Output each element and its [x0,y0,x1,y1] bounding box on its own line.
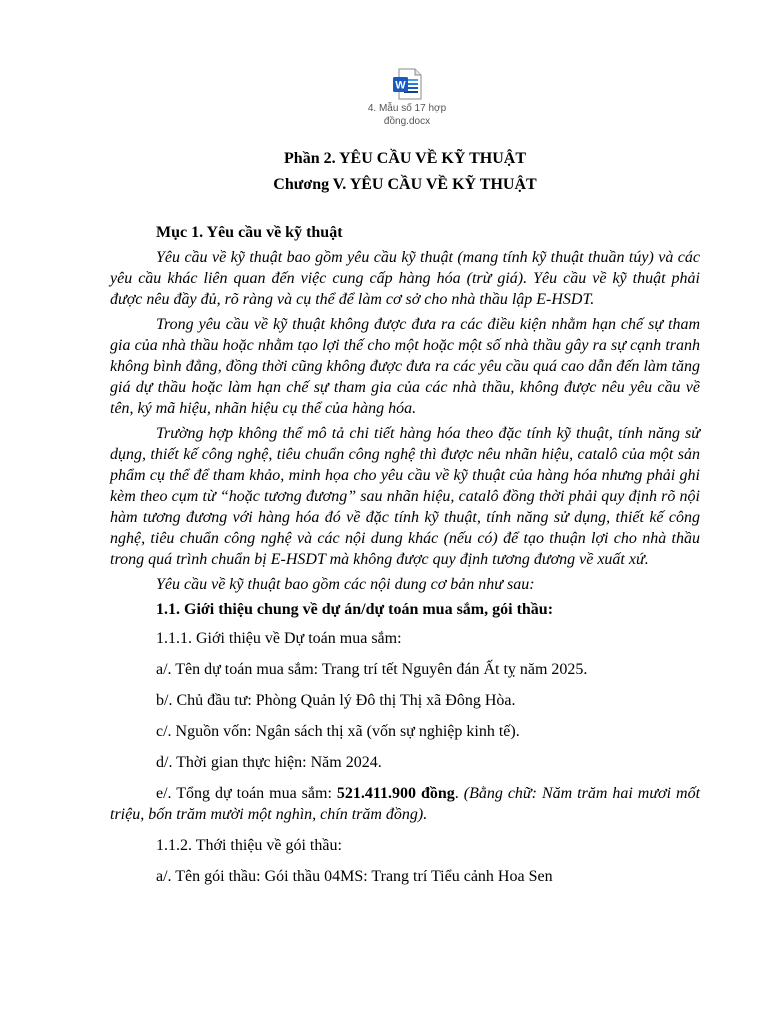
list-item: 1.1.1. Giới thiệu về Dự toán mua sắm: [156,630,402,647]
total-label: e/. Tổng dự toán mua sắm: [156,785,337,802]
total-in-words: (Bằng chữ: Năm trăm hai mươi mốt triệu, bốn trăm mười một nghìn, chín trăm đồng). [110,785,701,823]
chapter-title: Chương V. YÊU CẦU VỀ KỸ THUẬT [273,176,537,193]
list-item: 1.1.2. Thới thiệu về gói thầu: [156,837,342,854]
total-amount: 521.411.900 đồng [336,785,455,802]
list-item: d/. Thời gian thực hiện: Năm 2024. [156,754,382,771]
attachment-filename-line1: 4. Mẫu số 17 hợp [367,103,447,114]
subsection-title: 1.1. Giới thiệu chung về dự án/dự toán mua sắm, gói thầu: [156,601,554,618]
list-item-total [110,783,700,825]
paragraph: Yêu cầu về kỹ thuật bao gồm các nội dung cơ bản như sau: [156,576,535,593]
part-title: Phần 2. YÊU CẦU VỀ KỸ THUẬT [284,150,526,167]
paragraph: Yêu cầu về kỹ thuật bao gồm yêu cầu kỹ thuật (mang tính kỹ thuật thuần túy) và các yêu cầu khác liên quan đến việc cung cấp hàng hóa (trừ giá). Yêu cầu về kỹ thuật phải được nêu đầy đủ, rõ ràng và cụ thể để làm cơ sở cho nhà thầu lập E-HSDT. [110,249,700,308]
list-item: a/. Tên gói thầu: Gói thầu 04MS: Trang trí Tiểu cảnh Hoa Sen [156,868,553,885]
document-body [110,146,700,897]
attachment[interactable] [348,66,466,128]
section-title: Mục 1. Yêu cầu về kỹ thuật [156,224,343,241]
paragraph: Trong yêu cầu về kỹ thuật không được đưa ra các điều kiện nhằm hạn chế sự tham gia của nhà thầu hoặc nhằm tạo lợi thế cho một hoặc một số nhà thầu gây ra sự cạnh tranh không bình đẳng, đồng thời cũng không được đưa ra các yêu cầu quá cao dẫn đến làm tăng giá dự thầu hoặc làm hạn chế sự tham gia của các nhà thầu, không được nêu yêu cầu về tên, ký mã hiệu, nhãn hiệu cụ thể của hàng hóa. [110,316,700,417]
list-item: a/. Tên dự toán mua sắm: Trang trí tết Nguyên đán Ất tỵ năm 2025. [156,661,588,678]
svg-text:W: W [395,79,406,92]
list-item: b/. Chủ đầu tư: Phòng Quản lý Đô thị Thị xã Đông Hòa. [156,692,516,709]
attachment-filename-line2: đồng.docx [383,116,431,127]
list-item: c/. Nguồn vốn: Ngân sách thị xã (vốn sự nghiệp kinh tế). [156,723,520,740]
paragraph: Trường hợp không thể mô tả chi tiết hàng hóa theo đặc tính kỹ thuật, tính năng sử dụng, thiết kế công nghệ, tiêu chuẩn công nghệ thì được nêu nhãn hiệu, catalô của một sản phẩm cụ thể để tham khảo, minh họa cho yêu cầu về kỹ thuật của hàng hóa nhưng phải ghi kèm theo cụm từ “hoặc tương đương” sau nhãn hiệu, catalô đồng thời phải quy định rõ nội hàm tương đương với hàng hóa đó về đặc tính kỹ thuật, tính năng sử dụng, thiết kế công nghệ, tiêu chuẩn công nghệ và các nội dung khác (nếu có) để tạo thuận lợi cho nhà thầu trong quá trình chuẩn bị E-HSDT mà không được quy định tương đương về xuất xứ. [110,425,700,568]
word-document-icon [389,66,425,102]
total-separator: . [454,785,464,802]
